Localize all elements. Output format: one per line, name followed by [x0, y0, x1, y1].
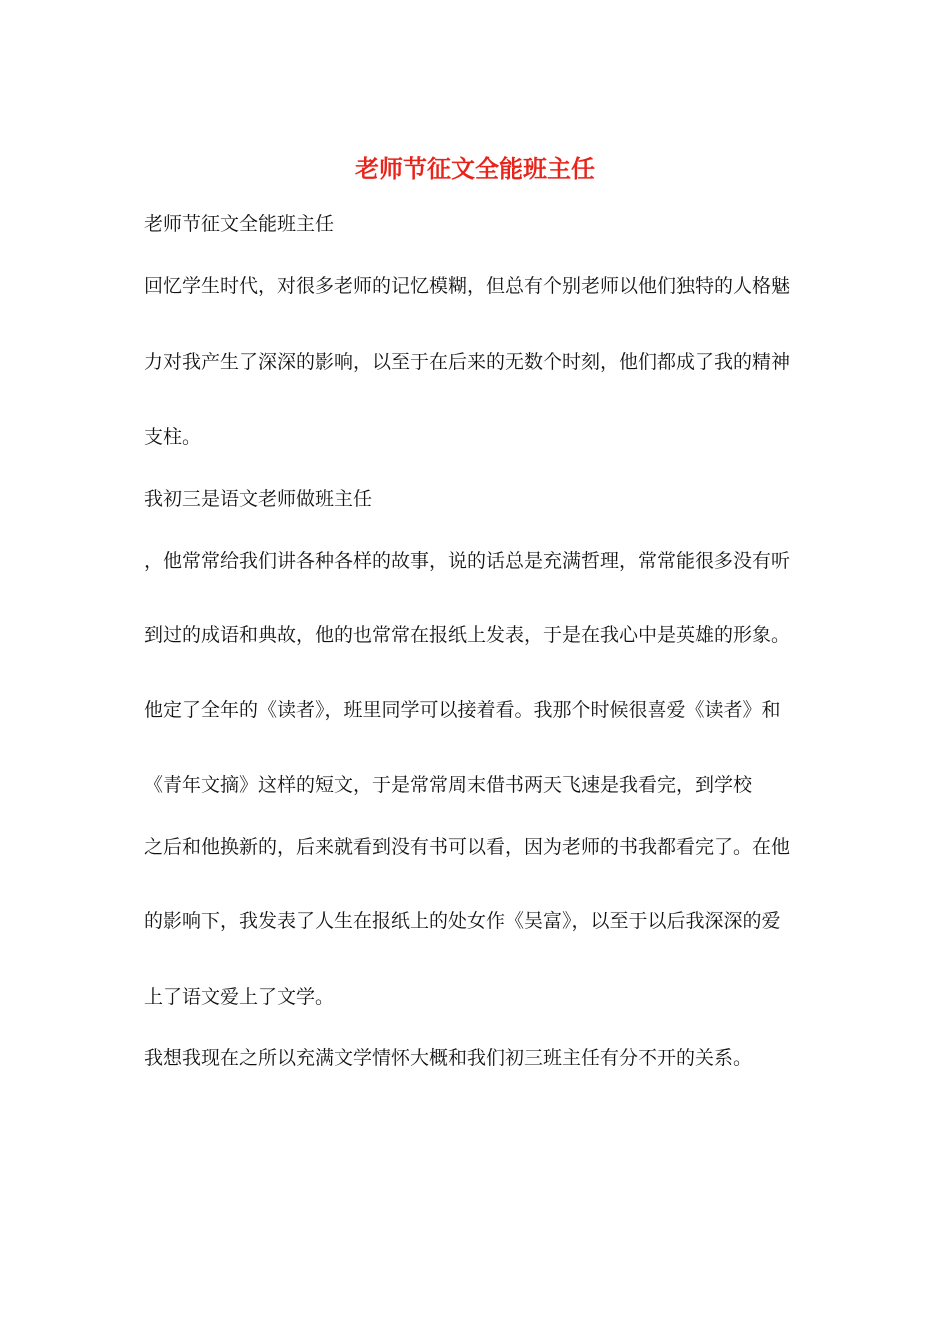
paragraph-line: 上了语文爱上了文学。 [144, 986, 335, 1008]
paragraph-line: 我初三是语文老师做班主任 [144, 488, 373, 510]
paragraph-line: 我想我现在之所以充满文学情怀大概和我们初三班主任有分不开的关系。 [144, 1047, 753, 1069]
paragraph-line: 到过的成语和典故，他的也常常在报纸上发表，于是在我心中是英雄的形象。 [144, 624, 791, 646]
paragraph-line: 他定了全年的《读者》，班里同学可以接着看。我那个时候很喜爱《读者》和 [144, 699, 781, 721]
paragraph-line: 之后和他换新的，后来就看到没有书可以看，因为老师的书我都看完了。在他 [144, 836, 791, 858]
paragraph-line: ，他常常给我们讲各种各样的故事，说的话总是充满哲理，常常能很多没有听 [144, 550, 791, 572]
paragraph-line: 力对我产生了深深的影响，以至于在后来的无数个时刻，他们都成了我的精神 [144, 351, 791, 373]
paragraph-line: 回忆学生时代，对很多老师的记忆模糊，但总有个别老师以他们独特的人格魅 [144, 275, 791, 297]
document-title: 老师节征文全能班主任 [355, 154, 595, 183]
paragraph-line: 支柱。 [144, 426, 202, 448]
subtitle-line: 老师节征文全能班主任 [144, 213, 335, 235]
paragraph-line: 的影响下，我发表了人生在报纸上的处女作《吴富》，以至于以后我深深的爱 [144, 910, 781, 932]
paragraph-line: 《青年文摘》这样的短文，于是常常周末借书两天飞速是我看完，到学校 [144, 774, 753, 796]
